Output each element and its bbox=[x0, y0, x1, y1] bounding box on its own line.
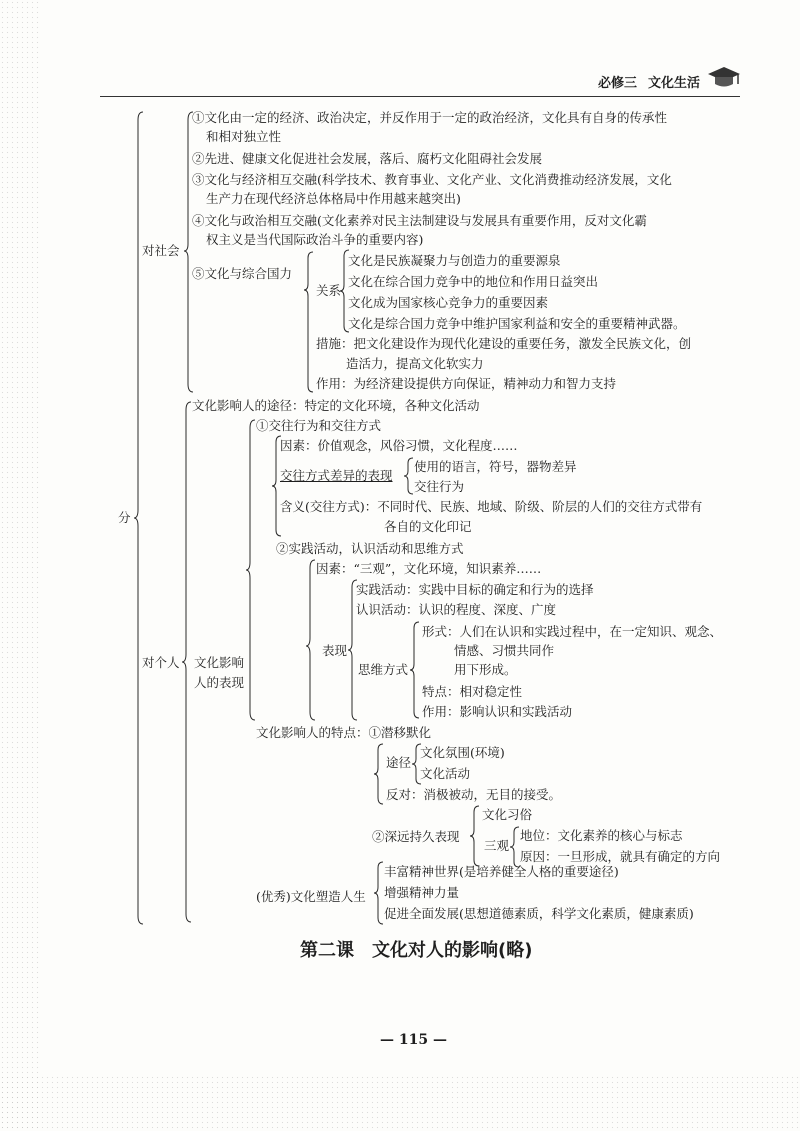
header-rule bbox=[100, 96, 740, 97]
practice-label: ②实践活动，认识活动和思维方式 bbox=[276, 541, 464, 556]
show-label-line2: 人的表现 bbox=[194, 675, 245, 690]
society-item-3-line1: ③文化与经济相互交融(科学技术、教育事业、文化产业、文化消费推动经济发展，文化 bbox=[192, 172, 672, 187]
power-measure-line2: 造活力，提高文化软实力 bbox=[346, 356, 484, 371]
show-label-line1: 文化影响 bbox=[194, 655, 245, 670]
thinking-effect: 作用：影响认识和实践活动 bbox=[422, 704, 573, 719]
traits-route-1: 文化氛围(环境) bbox=[420, 745, 505, 760]
practice-show-label: 表现 bbox=[322, 643, 348, 658]
communication-factors: 因素：价值观念，风俗习惯，文化程度…… bbox=[280, 438, 518, 453]
relation-label: 关系 bbox=[316, 283, 342, 298]
power-measure-line1: 措施：把文化建设作为现代化建设的重要任务，激发全民族文化，创 bbox=[316, 336, 692, 351]
communication-diff-label: 交往方式差异的表现 bbox=[280, 468, 393, 483]
header-book: 文化生活 bbox=[648, 76, 701, 91]
individual-label: 对个人 bbox=[142, 655, 180, 670]
society-label: 对社会 bbox=[142, 243, 180, 258]
power-label: ⑤文化与综合国力 bbox=[192, 266, 293, 281]
thinking-form-line2: 情感、习惯共同作 bbox=[454, 643, 555, 658]
practice-brace bbox=[306, 560, 316, 720]
relation-item-4: 文化是综合国力竞争中维护国家利益和安全的重要精神武器。 bbox=[348, 316, 686, 331]
traits-oppose: 反对：消极被动，无目的接受。 bbox=[386, 787, 562, 802]
traits-customs: 文化习俗 bbox=[482, 807, 533, 822]
society-item-4-line1: ④文化与政治相互交融(文化素养对民主法制建设与发展具有重要作用，反对文化霸 bbox=[192, 213, 647, 228]
show-brace bbox=[246, 420, 256, 720]
communication-diff-item-2: 交往行为 bbox=[414, 479, 465, 494]
traits-status: 地位：文化素养的核心与标志 bbox=[520, 828, 683, 843]
practice-cognition: 认识活动：认识的程度、深度、广度 bbox=[356, 602, 557, 617]
root-label: 分 bbox=[118, 510, 131, 525]
individual-path: 文化影响人的途径：特定的文化环境，各种文化活动 bbox=[192, 398, 480, 413]
relation-item-2: 文化在综合国力竞争中的地位和作用日益突出 bbox=[348, 274, 599, 289]
communication-diff-item-1: 使用的语言，符号，器物差异 bbox=[414, 459, 577, 474]
practice-factors: 因素：“三观”，文化环境，知识素养…… bbox=[316, 561, 542, 576]
power-brace bbox=[304, 252, 314, 392]
practice-act: 实践活动：实践中目标的确定和行为的选择 bbox=[356, 582, 594, 597]
individual-brace bbox=[182, 402, 192, 922]
scan-noise-bottom bbox=[0, 1075, 800, 1131]
shaping-item-1: 丰富精神世界(是培养健全人格的重要途径) bbox=[384, 864, 619, 879]
power-effect: 作用：为经济建设提供方向保证，精神动力和智力支持 bbox=[316, 376, 617, 391]
thinking-brace bbox=[410, 622, 420, 718]
thinking-form-line3: 用下形成。 bbox=[454, 662, 517, 677]
shaping-item-3: 促进全面发展(思想道德素质，科学文化素质，健康素质) bbox=[384, 906, 694, 921]
header-volume: 必修三 bbox=[598, 76, 638, 91]
society-item-2: ②先进、健康文化促进社会发展，落后、腐朽文化阻碍社会发展 bbox=[192, 151, 543, 166]
relation-item-1: 文化是民族凝聚力与创造力的重要源泉 bbox=[348, 253, 561, 268]
communication-diff-brace bbox=[404, 458, 414, 494]
relation-item-3: 文化成为国家核心竞争力的重要因素 bbox=[348, 295, 549, 310]
communication-label: ①交往行为和交往方式 bbox=[256, 418, 382, 433]
traits-label: 文化影响人的特点：①潜移默化 bbox=[256, 725, 432, 740]
traits-deep-label: ②深远持久表现 bbox=[372, 829, 460, 844]
traits-route-label: 途径 bbox=[386, 755, 412, 770]
page-number: — 115 — bbox=[380, 1032, 447, 1048]
thinking-form-line1: 形式：人们在认识和实践过程中，在一定知识、观念、 bbox=[422, 624, 723, 639]
traits-route-2: 文化活动 bbox=[420, 766, 471, 781]
traits-deep-brace bbox=[470, 806, 480, 866]
scan-noise-left bbox=[0, 0, 40, 1131]
practice-show-brace bbox=[348, 580, 358, 720]
society-item-1-line1: ①文化由一定的经济、政治决定，并反作用于一定的政治经济，文化具有自身的传承性 bbox=[192, 110, 668, 125]
society-item-4-line2: 权主义是当代国际政治斗争的重要内容) bbox=[206, 232, 424, 247]
society-item-3-line2: 生产力在现代经济总体格局中作用越来越突出) bbox=[206, 191, 461, 206]
communication-meaning-line1: 含义(交往方式)：不同时代、民族、地域、阶级、阶层的人们的交往方式带有 bbox=[280, 499, 703, 514]
thinking-label: 思维方式 bbox=[358, 662, 409, 677]
lesson-title: 第二课 文化对人的影响(略) bbox=[300, 940, 533, 961]
shaping-item-2: 增强精神力量 bbox=[384, 885, 460, 900]
society-item-1-line2: 和相对独立性 bbox=[206, 129, 282, 144]
traits-sanguan-brace bbox=[510, 827, 520, 867]
shaping-brace bbox=[374, 862, 384, 924]
root-brace bbox=[134, 112, 144, 924]
traits-reason: 原因：一旦形成，就具有确定的方向 bbox=[520, 849, 721, 864]
graduation-cap-icon bbox=[706, 64, 742, 90]
traits-sanguan-label: 三观 bbox=[484, 838, 510, 853]
shaping-label: (优秀)文化塑造人生 bbox=[256, 889, 366, 904]
communication-meaning-line2: 各自的文化印记 bbox=[384, 519, 472, 534]
traits-brace bbox=[374, 744, 384, 804]
thinking-feature: 特点：相对稳定性 bbox=[422, 684, 523, 699]
